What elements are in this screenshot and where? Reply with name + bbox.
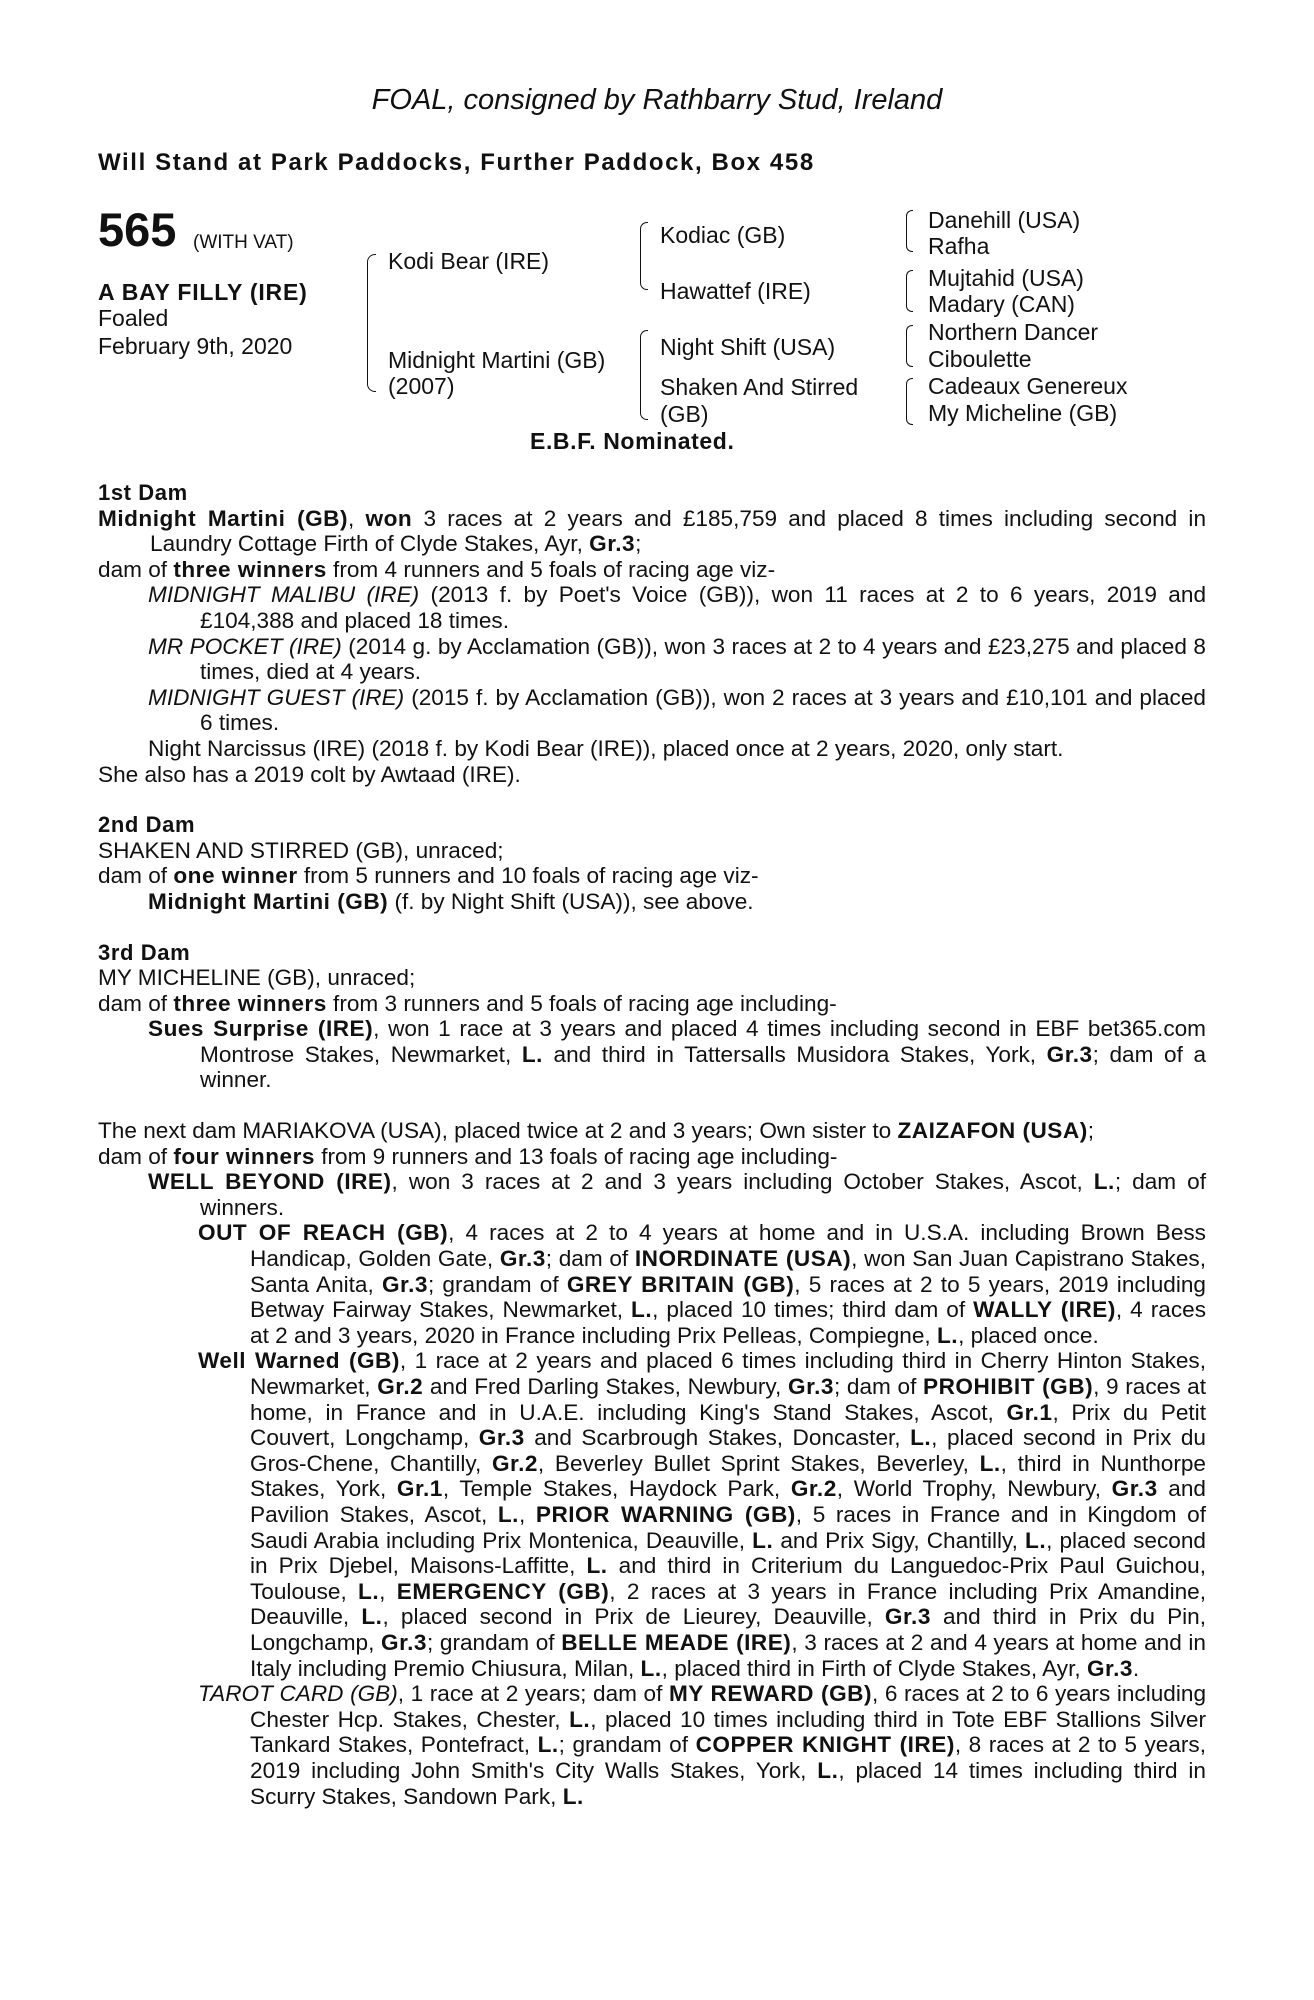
second-dam-record: SHAKEN AND STIRRED (GB), unraced;: [98, 837, 504, 863]
text: , 4 races at 2 to 4 years at home and in U.S.A. including Brown Bess Handicap, Golden Gate,: [250, 1220, 1206, 1272]
pedigree-brace-g2: [906, 270, 913, 312]
text: from 3 runners and 5 foals of racing age including-: [333, 990, 837, 1016]
text: (2013 f. by Poet's Voice (GB)), won 11 races at 2 to 6 years, 2019 and £104,388 and placed 18 times.: [200, 582, 1207, 633]
well-beyond-entry: [98, 1169, 1206, 1220]
grade: Gr.3: [381, 1271, 428, 1297]
pedigree-dam-name: Midnight Martini (GB): [388, 347, 606, 373]
well-warned-entry: [98, 1348, 1206, 1681]
text: , Beverley Bullet Sprint Stakes, Beverley,: [537, 1450, 969, 1476]
grade: Gr.3: [1046, 1041, 1093, 1067]
offspring-name: COPPER KNIGHT (IRE): [695, 1732, 955, 1758]
pedigree-dam-dam-name: Shaken And Stirred: [660, 374, 859, 400]
offspring-name: BELLE MEADE (IRE): [561, 1629, 792, 1655]
text: and third in Criterium du Languedoc-Prix Paul Guichou, Toulouse,: [250, 1553, 1206, 1604]
text: , placed third in Firth of Clyde Stakes, Ayr,: [661, 1655, 1081, 1681]
out-of-reach-entry: [98, 1220, 1206, 1348]
pedigree-dam-sire: Night Shift (USA): [660, 334, 836, 360]
stand-location: Will Stand at Park Paddocks, Further Paddock, Box 458: [98, 149, 815, 176]
text: dam of: [98, 990, 168, 1016]
listed: L.: [1093, 1169, 1115, 1195]
text: (2015 f. by Acclamation (GB)), won 2 races at 3 years and £10,101 and placed 6 times.: [200, 684, 1206, 736]
text: , placed second in Prix du Gros-Chene, Chantilly,: [250, 1425, 1206, 1476]
pedigree-brace-g4: [906, 378, 913, 425]
consignor-line: FOAL, consigned by Rathbarry Stud, Ireland: [371, 84, 943, 116]
offspring-name: WALLY (IRE): [973, 1297, 1116, 1323]
text: and Pavilion Stakes, Ascot,: [250, 1476, 1206, 1527]
listed: L.: [1025, 1527, 1047, 1553]
listed: L.: [569, 1706, 591, 1732]
next-dam-produce-summary: [98, 1144, 1206, 1170]
listed: L.: [752, 1527, 774, 1553]
text: , placed 10 times; third dam of: [652, 1297, 966, 1323]
listed: L.: [361, 1604, 383, 1630]
text: from 4 runners and 5 foals of racing age viz-: [333, 556, 776, 582]
text: , third in Nunthorpe Stakes, York,: [250, 1450, 1207, 1502]
grade: Gr.1: [1006, 1399, 1053, 1425]
pedigree-sire-dam: Hawattef (IRE): [660, 278, 811, 304]
pedigree-g4: Madary (CAN): [928, 291, 1075, 317]
offspring-name: MY REWARD (GB): [668, 1681, 872, 1707]
first-dam-produce-summary: [98, 557, 1206, 583]
text: ;: [635, 531, 642, 557]
listed: L.: [358, 1578, 380, 1604]
offspring-name: INORDINATE (USA): [634, 1246, 852, 1272]
offspring-3: [98, 685, 1206, 736]
offspring-name: MIDNIGHT MALIBU (IRE): [148, 582, 420, 608]
text: and Fred Darling Stakes, Newbury,: [429, 1374, 782, 1399]
text: ; dam of a winner.: [200, 1041, 1207, 1093]
text: , Temple Stakes, Haydock Park,: [442, 1476, 781, 1502]
pedigree-g3: Mujtahid (USA): [928, 265, 1084, 291]
offspring-name: MR POCKET (IRE): [148, 633, 342, 659]
lot-title: A BAY FILLY (IRE): [98, 279, 308, 305]
first-dam-record: Midnight Martini (GB), won 3 races at 2 years and £185,759 and placed 8 times including second in Laundry Cottage Firth of Clyde Stakes, Ayr, Gr.3;: [98, 505, 1207, 557]
text: , placed second in Prix de Lieurey, Deauville,: [382, 1604, 873, 1630]
offspring-name: OUT OF REACH (GB): [198, 1220, 449, 1246]
text: .: [1132, 1655, 1140, 1681]
text: ;: [1087, 1118, 1094, 1144]
third-dam-produce-summary: [98, 991, 1206, 1017]
text: dam of: [98, 1143, 168, 1169]
lot-number: 565: [98, 203, 177, 256]
pedigree-brace-g3: [906, 325, 913, 367]
pedigree-brace-dam: [640, 330, 648, 420]
winners-count: three winners: [173, 556, 327, 582]
grade: Gr.3: [381, 1629, 427, 1655]
winners-count: four winners: [173, 1143, 315, 1169]
foaled-label: Foaled: [98, 305, 169, 331]
text: , 2 races at 3 years in France including Prix Amandine, Deauville,: [250, 1578, 1206, 1630]
text: , 5 races in France and in Kingdom of Saudi Arabia including Prix Montenica, Deauville,: [250, 1501, 1207, 1553]
text: , 6 races at 2 to 6 years including Chester Hcp. Stakes, Chester,: [250, 1681, 1207, 1732]
text: , placed once.: [958, 1322, 1099, 1348]
winners-count: one winner: [173, 863, 298, 889]
second-dam-heading: 2nd Dam: [98, 812, 196, 838]
offspring-name: Sues Surprise (IRE): [148, 1016, 374, 1042]
offspring-name: WELL BEYOND (IRE): [148, 1169, 392, 1195]
text: , 5 races at 2 to 5 years, 2019 including Betway Fairway Stakes, Newmarket,: [250, 1271, 1206, 1323]
first-dam-name: Midnight Martini (GB): [98, 505, 349, 531]
pedigree-g8: My Micheline (GB): [928, 400, 1118, 426]
text: , placed second in Prix Djebel, Maisons-Laffitte,: [250, 1527, 1206, 1579]
text: , 3 races at 2 and 4 years at home and in Italy including Premio Chiusura, Milan,: [250, 1629, 1206, 1681]
text: from 9 runners and 13 foals of racing age including-: [321, 1143, 838, 1169]
text: , 9 races at home, in France and in U.A.E. including King's Stand Stakes, Ascot,: [250, 1374, 1207, 1425]
offspring-2: [98, 634, 1206, 685]
listed: L.: [817, 1757, 839, 1783]
pedigree-brace-g1: [906, 210, 913, 252]
offspring-name: MIDNIGHT GUEST (IRE): [148, 684, 405, 710]
grade: Gr.3: [478, 1425, 525, 1451]
listed: L.: [537, 1732, 559, 1758]
grade: Gr.3: [499, 1246, 546, 1272]
pedigree-dam-dam-country: (GB): [660, 401, 709, 427]
offspring-name: EMERGENCY (GB): [396, 1578, 610, 1604]
pedigree-g7: Cadeaux Genereux: [928, 373, 1128, 399]
listed: L.: [521, 1041, 543, 1067]
grade: Gr.2: [491, 1450, 538, 1476]
pedigree-g5: Northern Dancer: [928, 319, 1099, 345]
vat-note: (WITH VAT): [193, 232, 294, 253]
text: (2014 g. by Acclamation (GB)), won 3 races at 2 to 4 years and £23,275 and placed 8 times, died at 4 years.: [200, 633, 1206, 685]
text: , 1 race at 2 years and placed 6 times including third in Cherry Hinton Stakes, Newmarket,: [250, 1348, 1207, 1399]
pedigree-dam-year: (2007): [388, 373, 455, 399]
third-dam-record: MY MICHELINE (GB), unraced;: [98, 965, 416, 991]
pedigree-sire: Kodi Bear (IRE): [388, 248, 550, 274]
text: ,: [518, 1501, 526, 1527]
text: , won San Juan Capistrano Stakes, Santa Anita,: [250, 1246, 1206, 1297]
third-dam-offspring: [98, 1016, 1206, 1093]
listed: L.: [497, 1501, 519, 1527]
listed: L.: [562, 1783, 584, 1809]
second-dam-offspring: [98, 889, 1206, 915]
text: ; grandam of: [426, 1629, 555, 1655]
text: ,: [379, 1578, 386, 1604]
text: , 4 races at 2 and 3 years, 2020 in France including Prix Pelleas, Compiegne,: [250, 1297, 1206, 1348]
text: ; grandam of: [558, 1732, 689, 1758]
listed: L.: [979, 1450, 1001, 1476]
text: , World Trophy, Newbury,: [836, 1476, 1102, 1502]
listed: L.: [631, 1297, 653, 1323]
text: The next dam MARIAKOVA (USA), placed twice at 2 and 3 years; Own sister to: [98, 1118, 892, 1144]
text: dam of: [98, 556, 168, 582]
pedigree-g2: Rafha: [928, 233, 990, 259]
pedigree-brace-main: [367, 254, 376, 392]
first-dam-heading: 1st Dam: [98, 480, 188, 505]
grade: Gr.1: [396, 1476, 443, 1502]
second-dam-produce-summary: [98, 863, 1206, 889]
text: dam of: [98, 863, 168, 889]
offspring-name: TAROT CARD (GB): [198, 1681, 398, 1707]
offspring-name: Midnight Martini (GB): [148, 888, 389, 914]
text: , won 1 race at 3 years and placed 4 times including second in EBF bet365.com Montrose Stakes, Newmarket,: [200, 1016, 1207, 1067]
offspring-name: GREY BRITAIN (GB): [566, 1271, 795, 1297]
pedigree-brace-sire: [640, 222, 648, 290]
sibling-name: ZAIZAFON (USA): [897, 1118, 1088, 1144]
text: , Prix du Petit Couvert, Longchamp,: [250, 1399, 1206, 1451]
text: , 8 races at 2 to 5 years, 2019 including John Smith's City Walls Stakes, York,: [250, 1732, 1206, 1783]
text: ; grandam of: [427, 1271, 559, 1297]
listed: L.: [586, 1553, 608, 1579]
grade: Gr.3: [589, 531, 636, 557]
grade: Gr.2: [790, 1476, 837, 1502]
grade: Gr.3: [884, 1604, 931, 1630]
text: , placed 10 times including third in Tote EBF Stallions Silver Tankard Stakes, Pontefract,: [250, 1706, 1207, 1758]
text: ; dam of: [545, 1246, 629, 1272]
foaled-date: February 9th, 2020: [98, 333, 293, 359]
winners-count: three winners: [173, 990, 327, 1016]
ebf-nominated: E.B.F. Nominated.: [530, 428, 735, 454]
first-dam-also: She also has a 2019 colt by Awtaad (IRE).: [98, 761, 521, 787]
tarot-card-entry: [98, 1681, 1206, 1809]
text: , placed 14 times including third in Scurry Stakes, Sandown Park,: [250, 1757, 1206, 1809]
offspring-1: [98, 582, 1206, 633]
pedigree-g1: Danehill (USA): [928, 207, 1081, 233]
grade: Gr.3: [788, 1374, 834, 1399]
grade: Gr.2: [377, 1374, 424, 1399]
text: from 5 runners and 10 foals of racing age viz-: [303, 863, 759, 889]
text: , 1 race at 2 years; dam of: [397, 1681, 663, 1707]
offspring-name: PROHIBIT (GB): [923, 1374, 1094, 1399]
text: and Prix Sigy, Chantilly,: [780, 1527, 1018, 1553]
text: (f. by Night Shift (USA)), see above.: [394, 888, 754, 914]
text: 3 races at 2 years and £185,759 and placed 8 times including second in Laundry Cottage Firth of Clyde Stakes, Ayr,: [150, 505, 1207, 557]
offspring-4: Night Narcissus (IRE) (2018 f. by Kodi Bear (IRE)), placed once at 2 years, 2020, only start.: [148, 735, 1064, 761]
offspring-name: PRIOR WARNING (GB): [535, 1501, 796, 1527]
text: ; dam of: [833, 1374, 917, 1399]
text: , won 3 races at 2 and 3 years including October Stakes, Ascot,: [391, 1169, 1083, 1195]
third-dam-heading: 3rd Dam: [98, 939, 191, 965]
catalogue-body: [98, 480, 1206, 1809]
next-dam-record: [98, 1118, 1206, 1144]
listed: L.: [640, 1655, 662, 1681]
offspring-name: Well Warned (GB): [198, 1348, 400, 1374]
won-label: won: [365, 505, 413, 531]
listed: L.: [937, 1322, 959, 1348]
text: and third in Tattersalls Musidora Stakes, York,: [553, 1041, 1037, 1067]
pedigree-sire-sire: Kodiac (GB): [660, 222, 786, 248]
grade: Gr.3: [1111, 1476, 1158, 1502]
text: and third in Prix du Pin, Longchamp,: [250, 1604, 1206, 1655]
listed: L.: [910, 1425, 932, 1451]
text: ; dam of winners.: [200, 1169, 1206, 1220]
text: and Scarbrough Stakes, Doncaster,: [534, 1425, 901, 1451]
pedigree-g6: Ciboulette: [928, 346, 1032, 372]
grade: Gr.3: [1086, 1655, 1133, 1681]
